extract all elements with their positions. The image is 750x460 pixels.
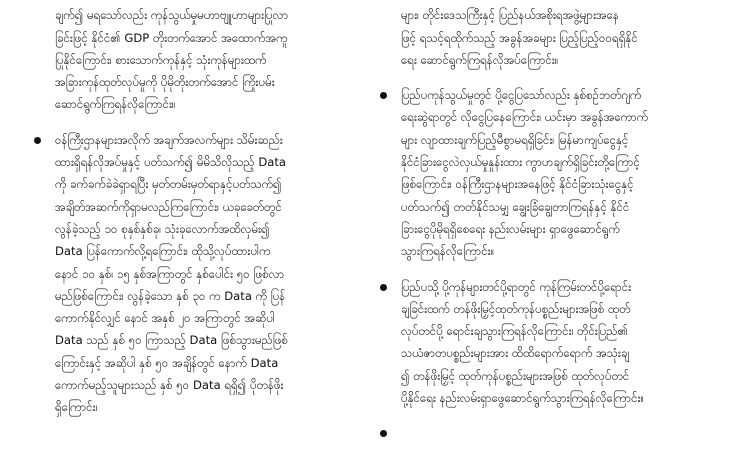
paragraph-gap [401,409,719,422]
text-line: ပို့နိုင်ရေး နည်းလမ်းရှာဖွေဆောင်ရွက်သွားကြရန်လိုကြောင်း။ [401,391,645,406]
text-line: နိုင်ငံခြားငွေလဲလှယ်မှုနှုန်းထား ကွာဟချက်ရှိခြင်းတို့ကြောင့် [401,155,640,170]
text-line: အချိတ်အဆက်ကိုရှာမလည်ကြကြောင်း၊ ယခုခေတ်တွင် [55,199,282,214]
text-line: ပြည်ပကုန်သွယ်မှုတွင် ပို့ငွေပြသော်လည်း နှစ်စဉ်ဘတ်ဂျက် [401,88,642,103]
paragraph [401,0,719,71]
left-column [55,0,373,419]
text-line: ပတ်သက်၍ တတ်နိုင်သမျှ ချွေးခြံချွေတာကြရန်နှင့် နိုင်ငံ [401,199,630,214]
paragraph [55,0,373,116]
text-line: များ လျာထားချက်ပြည့်မီစွာမရရှိခြင်း၊ မြန်မာကျပ်ငွေနှင့် [401,132,629,147]
text-line: ကြောင်းနှင့် အဆိုပါ နှစ် ၅၀ အချိန်တွင် နောက် Data [55,355,279,370]
bullet-paragraph [55,129,373,419]
text-line: ပြုနိုင်ကြောင်း၊ စားသောက်ကုန်နှင့် သုံးကုန်များထက် [55,52,267,67]
text-line: ချခြင်းထက် တန်ဖိုးမြှင့်ထုတ်ကုန်ပစ္စည်းများအဖြစ် ထုတ် [401,301,631,316]
text-line: မည်ဖြစ်ကြောင်း၊ လွန်ခဲ့သော နှစ် ၃၀ က Data ကို ပြန် [55,288,286,303]
paragraph-gap [55,116,373,129]
text-line: ကောက်နိုင်လျှင် နောင် အနှစ် ၂၀ အကြာတွင် အဆိုပါ [55,311,275,326]
text-line: ဖြစ်ကြောင်း၊ ဝန်ကြီးဌာနများအနေဖြင့် နိုင်ငံခြားသုံးငွေနှင့် [401,177,634,192]
text-line: သွားကြရန်လိုကြောင်း။ [401,244,495,259]
text-line: ထားရှိရန်လိုအပ်မှုနှင့် ပတ်သက်၍ မိမိသိလိုသည့် Data [55,155,287,170]
bullet-icon [380,92,387,99]
bullet-icon [380,430,387,437]
text-line [401,422,719,444]
text-line: ရှိကြောင်း၊ [55,400,98,415]
paragraph-gap [401,71,719,84]
text-line: ဆောင်ရွက်ကြရန်လိုကြောင်း။ [55,97,176,112]
text-line: Data ပြန်ကောက်လို့ရကြောင်း၊ ထိုသို့လုပ်ထားပါက [55,244,271,259]
right-column [401,0,719,445]
text-line: ကောက်မည့်သူများသည် နှစ် ၅၀ Data ရရှိ၍ ပိုတန်ဖိုး [55,378,284,393]
text-line: ရေးဆွဲရာတွင် လိုငွေပြနေကြောင်း၊ ယင်းမှာ အခွန်အကောက် [401,110,649,125]
text-line: ချက်၍ မရသော်လည်း ကုန်သွယ်မှုမဟာဗျူဟာများပြုလာ [55,8,289,23]
text-line: Data သည် နှစ် ၅၀ ကြာသည့် Data ဖြစ်သွားမည်ဖြစ် [55,333,288,348]
text-line: ရေး ဆောင်ရွက်ကြရန်လိုအပ်ကြောင်း။ [401,52,559,67]
text-line: ပြည်ပသို့ ပို့ကုန်များတင်ပို့ရာတွင် ကုန်ကြမ်းတင်ပို့ရောင်း [401,279,632,294]
text-line: ၍ တန်ဖိုးမြှင့် ထုတ်ကုန်ပစ္စည်းများအဖြစ် ထုတ်လုပ်တင် [401,368,630,383]
text-line: လွန်ခဲ့သည့် ၁၀ စုနှစ်နှစ်ခု၊ သုံးခုလောက်အထိလှမ်း၍ [55,221,270,236]
bullet-paragraph [401,422,719,444]
bullet-icon [34,137,41,144]
text-line: ခြင်းဖြင့် နိုင်ငံ၏ GDP တိုးတက်အောင် အထောက်အကူ [55,30,288,45]
text-line: များ၊ တိုင်းဒေသကြီးနှင့် ပြည်နယ်အစိုးရအဖွဲ့များအနေ [401,8,619,23]
bullet-paragraph [401,276,719,410]
bullet-icon [380,284,387,291]
text-line: ဝန်ကြီးဌာနများအလိုက် အချက်အလက်များ သိမ်းဆည်း [55,132,283,147]
bullet-paragraph [401,84,719,262]
text-line: လုပ်တင်ပို့ ရောင်းချသွားကြရန်လိုကြောင်း၊ တိုင်းပြည်၏ [401,324,628,339]
text-line: ဖြင့် ရသင့်ရထိုက်သည့် အခွန်အခများ ပြည့်ပြည့်ဝဝရရှိနိုင် [401,30,638,45]
text-line: ကို ခက်ခက်ခဲခဲရှာရပြီး မှတ်တမ်းမှတ်ရာနှင့်ပတ်သက်၍ [55,177,282,192]
text-line: ခြားငွေပိုမိုရရှိစေရေး နည်းလမ်းများ ရှာဖွေဆောင်ရွက် [401,221,620,236]
text-line: သယံဇာတပစ္စည်းများအား ထိထိရောက်ရောက် အသုံးချ [401,346,630,361]
paragraph-gap [401,263,719,276]
text-line: နောင် ၁၀ နှစ်၊ ၁၅ နှစ်အကြာတွင် နှစ်ပေါင်း ၅၀ ဖြစ်လာ [55,266,285,281]
text-line: အခြားကုန်ထုတ်လုပ်မှုကို ပိုမိုတိုးတက်အောင် ကြိုးပမ်း [55,75,275,90]
